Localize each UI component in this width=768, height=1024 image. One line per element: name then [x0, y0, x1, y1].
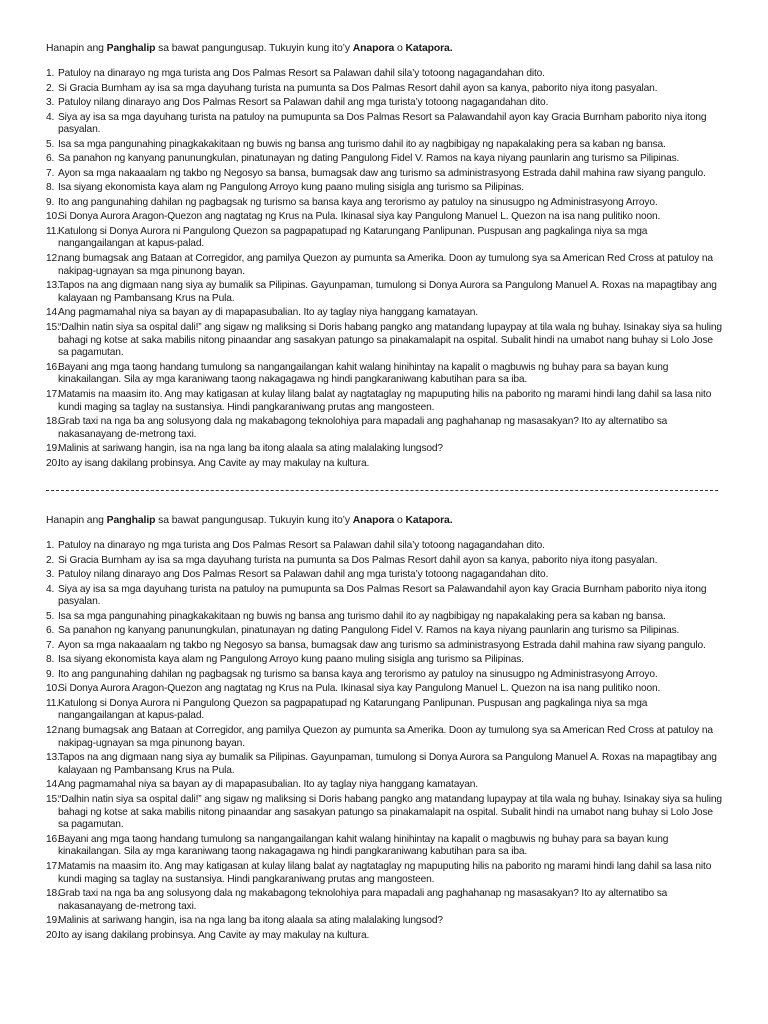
item-text: Ito ay isang dakilang probinsya. Ang Cavite ay may makulay na kultura.	[58, 457, 370, 469]
item-number: 6.	[46, 625, 55, 637]
instruction-term-katapora: Katapora.	[405, 43, 453, 54]
list-item	[46, 416, 722, 441]
list-item	[46, 153, 722, 166]
item-text: Ayon sa mga nakaaalam ng takbo ng Negosyo sa bansa, bumagsak daw ang turismo sa administrasyong Estrada dahil mahina raw siyang pangulo.	[58, 167, 706, 179]
list-item	[46, 211, 722, 224]
item-text: Grab taxi na nga ba ang solusyong dala ng makabagong teknolohiya para mapadali ang paghahanap ng masasakyan? Ito ay alternatibo sa nakasanayang de-metrong taxi.	[58, 888, 668, 912]
list-item	[46, 654, 722, 667]
item-number: 11.	[46, 697, 59, 709]
item-text: Isa siyang ekonomista kaya alam ng Pangulong Arroyo kung paano muling sisigla ang turismo sa Pilipinas.	[58, 654, 524, 666]
item-text: Si Donya Aurora Aragon-Quezon ang nagtatag ng Krus na Pula. Ikinasal siya kay Pangulong Manuel L. Quezon na isa nang pulitiko noon.	[58, 211, 661, 223]
item-text: Tapos na ang digmaan nang siya ay bumalik sa Pilipinas. Gayunpaman, tumulong si Donya Aurora sa Pangulong Manuel A. Roxas na mapagtibay ang kalayaan ng Pambansang Krus na Pula.	[58, 280, 717, 304]
list-item	[46, 779, 722, 792]
item-text: Patuloy nilang dinarayo ang Dos Palmas Resort sa Palawan dahil ang mga turista’y totoong nagagandahan dito.	[58, 97, 549, 108]
item-number: 9.	[46, 668, 55, 680]
item-text: Bayani ang mga taong handang tumulong sa nangangailangan kahit walang hinihintay na kapalit o magbuwis ng buhay para sa bayan kung kinakailangan. Sila ay mga karaniwang taong nakagagawa ng hindi pangkaraniwang kabutihan para sa iba.	[58, 361, 669, 386]
list-item	[46, 683, 722, 696]
item-text: nang bumagsak ang Bataan at Corregidor, ang pamilya Quezon ay pumunta sa Amerika. Doon ay tumulong sya sa American Red Cross at patuloy na nakipag-ugnayan sa mga pinunong bayan.	[58, 724, 713, 749]
item-text: Matamis na maasim ito. Ang may katigasan at kulay lilang balat ay nagtataglay ng mapuputing hilis na paborito ng marami hindi lang dahil sa lasa nito kundi maging sa taglay na sustansiya. Hindi pangkaraniwang prutas ang mangosteen.	[58, 860, 712, 885]
item-text: Isa siyang ekonomista kaya alam ng Pangulong Arroyo kung paano muling sisigla ang turismo sa Pilipinas.	[58, 182, 524, 194]
list-item	[46, 861, 722, 886]
item-number: 4.	[46, 583, 55, 595]
item-number: 16.	[46, 833, 60, 845]
item-number: 4.	[46, 111, 55, 123]
list-item	[46, 584, 722, 609]
item-number: 1.	[46, 68, 55, 79]
item-text: Ito ang pangunahing dahilan ng pagbagsak ng turismo sa bansa kaya ang terorismo ay patuloy na sinusugpo ng Administrasyong Arroyo.	[58, 668, 658, 680]
list-item	[46, 915, 722, 928]
cut-line-divider	[46, 490, 718, 491]
item-number: 19.	[46, 915, 60, 927]
list-item	[46, 322, 722, 360]
item-text: Ang pagmamahal niya sa bayan ay di mapapasubalian. Ito ay taglay niya hanggang kamatayan.	[58, 779, 478, 791]
list-item	[46, 640, 722, 653]
item-number: 7.	[46, 167, 55, 179]
item-number: 12.	[46, 252, 60, 264]
item-number: 12.	[46, 724, 60, 736]
list-item	[46, 540, 722, 553]
item-number: 5.	[46, 138, 55, 150]
instruction-prefix: Hanapin ang	[46, 43, 107, 54]
instruction-term-katapora: Katapora.	[405, 515, 453, 526]
item-number: 17.	[46, 388, 60, 400]
item-number: 14.	[46, 307, 60, 319]
item-number: 6.	[46, 153, 55, 165]
instruction-connector: o	[394, 515, 406, 526]
worksheet-bottom	[46, 514, 722, 944]
item-text: Si Gracia Burnham ay isa sa mga dayuhang turista na pumunta sa Dos Palmas Resort dahil ayon sa kanya, paborito niya itong pasyalan.	[58, 554, 658, 566]
item-text: Katulong si Donya Aurora ni Pangulong Quezon sa pagpapatupad ng Katarungang Panlipunan. Puspusan ang pagkalinga niya sa mga nangangailangan at kapus-palad.	[58, 225, 648, 250]
instruction-middle: sa bawat pangungusap. Tukuyin kung ito’y	[155, 515, 353, 526]
item-text: Ito ang pangunahing dahilan ng pagbagsak ng turismo sa bansa kaya ang terorismo ay patuloy na sinusugpo ng Administrasyong Arroyo.	[58, 196, 658, 208]
list-item	[46, 443, 722, 456]
instruction-middle: sa bawat pangungusap. Tukuyin kung ito’y	[155, 43, 353, 54]
item-number: 20.	[46, 457, 60, 469]
list-item	[46, 611, 722, 624]
item-number: 11.	[46, 225, 59, 237]
item-number: 13.	[46, 752, 60, 764]
list-item	[46, 253, 722, 278]
worksheet-top	[46, 42, 722, 472]
item-number: 15.	[46, 793, 60, 805]
item-number: 7.	[46, 639, 55, 651]
item-text: “Dalhin natin siya sa ospital dali!” ang sigaw ng maliksing si Doris habang pangko ang matandang lupaypay at tila wala ng buhay. Isinakay siya sa huling bahagi ng kotse at saka mabilis nitong pinaandar ang sasakyan patungo sa pinakamalapit na ospital. Subalit hindi na umabot nang buhay si Lolo Jose sa pagamutan.	[58, 793, 722, 831]
item-text: Patuloy na dinarayo ng mga turista ang Dos Palmas Resort sa Palawan dahil sila’y totoong nagagandahan dito.	[58, 540, 545, 551]
item-number: 10.	[46, 683, 60, 695]
item-number: 2.	[46, 554, 55, 566]
item-text: Matamis na maasim ito. Ang may katigasan at kulay lilang balat ay nagtataglay ng mapuputing hilis na paborito ng marami hindi lang dahil sa lasa nito kundi maging sa taglay na sustansiya. Hindi pangkaraniwang prutas ang mangosteen.	[58, 388, 712, 413]
item-text: Patuloy nilang dinarayo ang Dos Palmas Resort sa Palawan dahil ang mga turista’y totoong nagagandahan dito.	[58, 569, 549, 580]
item-text: Grab taxi na nga ba ang solusyong dala ng makabagong teknolohiya para mapadali ang paghahanap ng masasakyan? Ito ay alternatibo sa nakasanayang de-metrong taxi.	[58, 416, 668, 440]
item-text: Tapos na ang digmaan nang siya ay bumalik sa Pilipinas. Gayunpaman, tumulong si Donya Aurora sa Pangulong Manuel A. Roxas na mapagtibay ang kalayaan ng Pambansang Krus na Pula.	[58, 752, 717, 776]
list-item	[46, 725, 722, 750]
item-number: 9.	[46, 196, 55, 208]
item-number: 16.	[46, 361, 60, 373]
item-number: 8.	[46, 654, 55, 666]
list-item	[46, 555, 722, 568]
item-text: Siya ay isa sa mga dayuhang turista na patuloy na pumupunta sa Dos Palmas Resort sa Palawandahil ayon kay Gracia Burnham paborito niya itong pasyalan.	[58, 111, 707, 136]
instruction-text	[46, 42, 722, 56]
list-item	[46, 752, 722, 777]
item-number: 3.	[46, 569, 55, 580]
list-item	[46, 139, 722, 152]
instruction-term-panghalip: Panghalip	[106, 43, 156, 54]
list-item	[46, 168, 722, 181]
list-item	[46, 794, 722, 832]
instruction-text	[46, 514, 722, 528]
list-item	[46, 362, 722, 387]
item-number: 5.	[46, 610, 55, 622]
list-item	[46, 182, 722, 195]
list-item	[46, 888, 722, 913]
instruction-term-anapora: Anapora	[352, 515, 395, 526]
list-item	[46, 280, 722, 305]
list-item	[46, 97, 722, 110]
item-number: 2.	[46, 82, 55, 94]
list-item	[46, 83, 722, 96]
list-item	[46, 698, 722, 723]
instruction-term-anapora: Anapora	[352, 43, 395, 54]
list-item	[46, 930, 722, 943]
item-list	[46, 540, 722, 943]
item-number: 10.	[46, 211, 60, 223]
item-text: Sa panahon ng kanyang panunungkulan, pinatunayan ng dating Pangulong Fidel V. Ramos na kaya niyang paunlarin ang turismo sa Pilipinas.	[58, 153, 680, 165]
item-number: 14.	[46, 779, 60, 791]
item-text: Malinis at sariwang hangin, isa na nga lang ba itong alaala sa ating malalaking lungsod?	[58, 443, 443, 455]
instruction-prefix: Hanapin ang	[46, 515, 107, 526]
item-text: Katulong si Donya Aurora ni Pangulong Quezon sa pagpapatupad ng Katarungang Panlipunan. Puspusan ang pagkalinga niya sa mga nangangailangan at kapus-palad.	[58, 697, 648, 722]
item-text: Si Gracia Burnham ay isa sa mga dayuhang turista na pumunta sa Dos Palmas Resort dahil ayon sa kanya, paborito niya itong pasyalan.	[58, 82, 658, 94]
item-number: 3.	[46, 97, 55, 108]
list-item	[46, 226, 722, 251]
list-item	[46, 68, 722, 81]
list-item	[46, 307, 722, 320]
list-item	[46, 569, 722, 582]
list-item	[46, 834, 722, 859]
instruction-term-panghalip: Panghalip	[106, 515, 156, 526]
item-number: 18.	[46, 416, 60, 428]
list-item	[46, 112, 722, 137]
item-number: 8.	[46, 182, 55, 194]
item-number: 13.	[46, 280, 60, 292]
item-list	[46, 68, 722, 471]
item-text: Patuloy na dinarayo ng mga turista ang Dos Palmas Resort sa Palawan dahil sila’y totoong nagagandahan dito.	[58, 68, 545, 79]
item-number: 20.	[46, 929, 60, 941]
item-text: Isa sa mga pangunahing pinagkakakitaan ng buwis ng bansa ang turismo dahil ito ay nagbibigay ng napakalaking pera sa kaban ng bansa.	[58, 138, 666, 150]
list-item	[46, 625, 722, 638]
item-number: 1.	[46, 540, 55, 551]
list-item	[46, 197, 722, 210]
item-text: Ito ay isang dakilang probinsya. Ang Cavite ay may makulay na kultura.	[58, 929, 370, 941]
item-text: Isa sa mga pangunahing pinagkakakitaan ng buwis ng bansa ang turismo dahil ito ay nagbibigay ng napakalaking pera sa kaban ng bansa.	[58, 610, 666, 622]
item-text: nang bumagsak ang Bataan at Corregidor, ang pamilya Quezon ay pumunta sa Amerika. Doon ay tumulong sya sa American Red Cross at patuloy na nakipag-ugnayan sa mga pinunong bayan.	[58, 252, 713, 277]
list-item	[46, 389, 722, 414]
item-text: Ang pagmamahal niya sa bayan ay di mapapasubalian. Ito ay taglay niya hanggang kamatayan.	[58, 307, 478, 319]
item-number: 15.	[46, 321, 60, 333]
item-text: Malinis at sariwang hangin, isa na nga lang ba itong alaala sa ating malalaking lungsod?	[58, 915, 443, 927]
item-text: Siya ay isa sa mga dayuhang turista na patuloy na pumupunta sa Dos Palmas Resort sa Palawandahil ayon kay Gracia Burnham paborito niya itong pasyalan.	[58, 583, 707, 608]
item-number: 18.	[46, 888, 60, 900]
item-text: Ayon sa mga nakaaalam ng takbo ng Negosyo sa bansa, bumagsak daw ang turismo sa administrasyong Estrada dahil mahina raw siyang pangulo.	[58, 639, 706, 651]
list-item	[46, 669, 722, 682]
list-item	[46, 458, 722, 471]
item-number: 17.	[46, 860, 60, 872]
item-text: Si Donya Aurora Aragon-Quezon ang nagtatag ng Krus na Pula. Ikinasal siya kay Pangulong Manuel L. Quezon na isa nang pulitiko noon.	[58, 683, 661, 695]
instruction-connector: o	[394, 43, 406, 54]
item-text: Sa panahon ng kanyang panunungkulan, pinatunayan ng dating Pangulong Fidel V. Ramos na kaya niyang paunlarin ang turismo sa Pilipinas.	[58, 625, 680, 637]
item-text: Bayani ang mga taong handang tumulong sa nangangailangan kahit walang hinihintay na kapalit o magbuwis ng buhay para sa bayan kung kinakailangan. Sila ay mga karaniwang taong nakagagawa ng hindi pangkaraniwang kabutihan para sa iba.	[58, 833, 669, 858]
item-text: “Dalhin natin siya sa ospital dali!” ang sigaw ng maliksing si Doris habang pangko ang matandang lupaypay at tila wala ng buhay. Isinakay siya sa huling bahagi ng kotse at saka mabilis nitong pinaandar ang sasakyan patungo sa pinakamalapit na ospital. Subalit hindi na umabot nang buhay si Lolo Jose sa pagamutan.	[58, 321, 722, 359]
item-number: 19.	[46, 443, 60, 455]
